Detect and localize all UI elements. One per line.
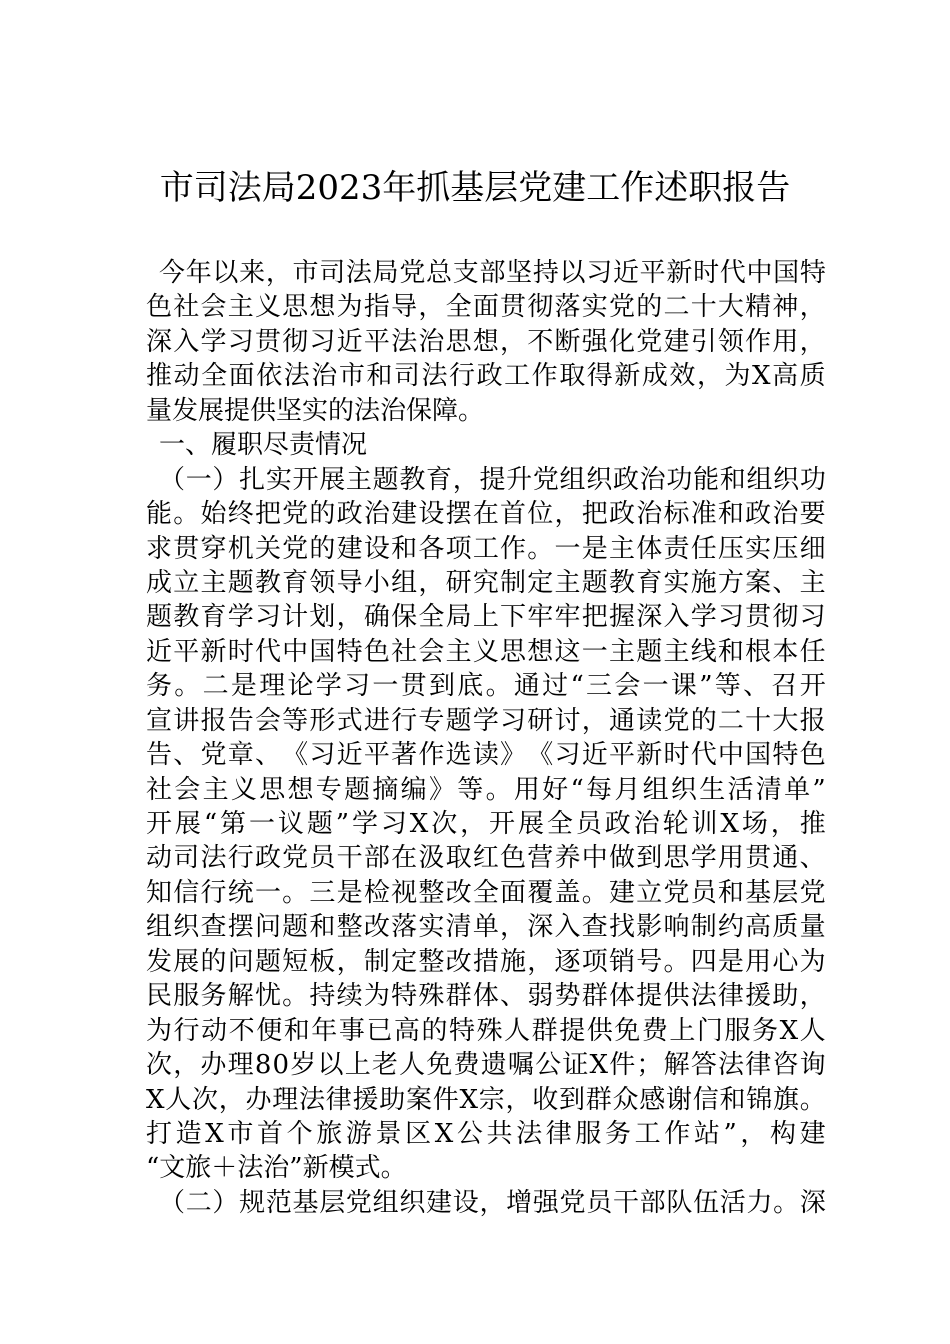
body-line: 发 展 的 问 题 短 板 ， 制 定 整 改 措 施 ， 逐 项 销 号 。 四 是 用 心 为: [146, 946, 826, 977]
body-line: 推 动 全 面 依 法 治 市 和 司 法 行 政 工 作 取 得 新 成 效 ， 为 X 高 质: [146, 361, 826, 392]
body-line: 动 司 法 行 政 党 员 干 部 在 汲 取 红 色 营 养 中 做 到 思 学 用 贯 通 、: [146, 843, 826, 874]
body-line: 为 行 动 不 便 和 年 事 已 高 的 特 殊 人 群 提 供 免 费 上 门 服 务 X 人: [146, 1015, 826, 1046]
body-line: 求 贯 穿 机 关 党 的 建 设 和 各 项 工 作 。 一 是 主 体 责 任 压 实 压 细: [146, 533, 826, 564]
body-line: （ 一 ） 扎 实 开 展 主 题 教 育 ， 提 升 党 组 织 政 治 功 能 和 组 织 功: [159, 464, 826, 495]
body-line: 一、履职尽责情况: [159, 430, 368, 461]
body-line: （ 二 ） 规 范 基 层 党 组 织 建 设 ， 增 强 党 员 干 部 队 伍 活 力 。 深: [159, 1187, 826, 1218]
body-line: 务 。 二 是 理 论 学 习 一 贯 到 底 。 通 过 “ 三 会 一 课 ” 等 、 召 开: [146, 671, 826, 702]
body-line: 深 入 学 习 贯 彻 习 近 平 法 治 思 想 ， 不 断 强 化 党 建 引 领 作 用 ，: [146, 326, 826, 357]
body-line: 开 展 “ 第 一 议 题 ” 学 习 X 次 ， 开 展 全 员 政 治 轮 训 X 场 ， 推: [146, 809, 826, 839]
body-line: 知 信 行 统 一 。 三 是 检 视 整 改 全 面 覆 盖 。 建 立 党 员 和 基 层 党: [146, 877, 826, 908]
body-line: 成 立 主 题 教 育 领 导 小 组 ， 研 究 制 定 主 题 教 育 实 施 方 案 、 主: [146, 567, 826, 598]
body-line: 组 织 查 摆 问 题 和 整 改 落 实 清 单 ， 深 入 查 找 影 响 制 约 高 质 量: [146, 912, 826, 943]
body-line: 次 ， 办 理 8 0 岁 以 上 老 人 免 费 遗 嘱 公 证 X 件 ； 解 答 法 律 咨 询: [146, 1050, 826, 1081]
body-line: “文旅＋法治”新模式。: [146, 1153, 407, 1184]
body-line: 近 平 新 时 代 中 国 特 色 社 会 主 义 思 想 这 一 主 题 主 线 和 根 本 任: [146, 636, 826, 667]
body-line: 量发展提供坚实的法治保障。: [146, 395, 485, 426]
body-line: 社 会 主 义 思 想 专 题 摘 编 》 等 。 用 好 “ 每 月 组 织 生 活 清 单 ”: [146, 774, 826, 805]
body-line: 题 教 育 学 习 计 划 ， 确 保 全 局 上 下 牢 牢 把 握 深 入 学 习 贯 彻 习: [146, 602, 826, 633]
body-line: 今 年 以 来 ， 市 司 法 局 党 总 支 部 坚 持 以 习 近 平 新 时 代 中 国 特: [159, 258, 826, 288]
body-line: X 人 次 ， 办 理 法 律 援 助 案 件 X 宗 ， 收 到 群 众 感 谢 信 和 锦 旗 。: [146, 1084, 826, 1115]
body-line: 告 、 党 章 、 《 习 近 平 著 作 选 读 》 《 习 近 平 新 时 代 中 国 特 色: [146, 740, 826, 771]
body-line: 色 社 会 主 义 思 想 为 指 导 ， 全 面 贯 彻 落 实 党 的 二 十 大 精 神 ，: [146, 292, 826, 323]
body-line: 宣 讲 报 告 会 等 形 式 进 行 专 题 学 习 研 讨 ， 通 读 党 的 二 十 大 报: [146, 705, 826, 736]
body-line: 能 。 始 终 把 党 的 政 治 建 设 摆 在 首 位 ， 把 政 治 标 准 和 政 治 要: [146, 499, 826, 530]
document-title: 市司法局2023年抓基层党建工作述职报告: [159, 168, 791, 208]
body-line: 打 造 X 市 首 个 旅 游 景 区 X 公 共 法 律 服 务 工 作 站 ” ， 构 建: [146, 1118, 826, 1149]
document-body: [146, 256, 826, 1220]
body-line: 民 服 务 解 忧 。 持 续 为 特 殊 群 体 、 弱 势 群 体 提 供 法 律 援 助 ，: [146, 981, 826, 1012]
